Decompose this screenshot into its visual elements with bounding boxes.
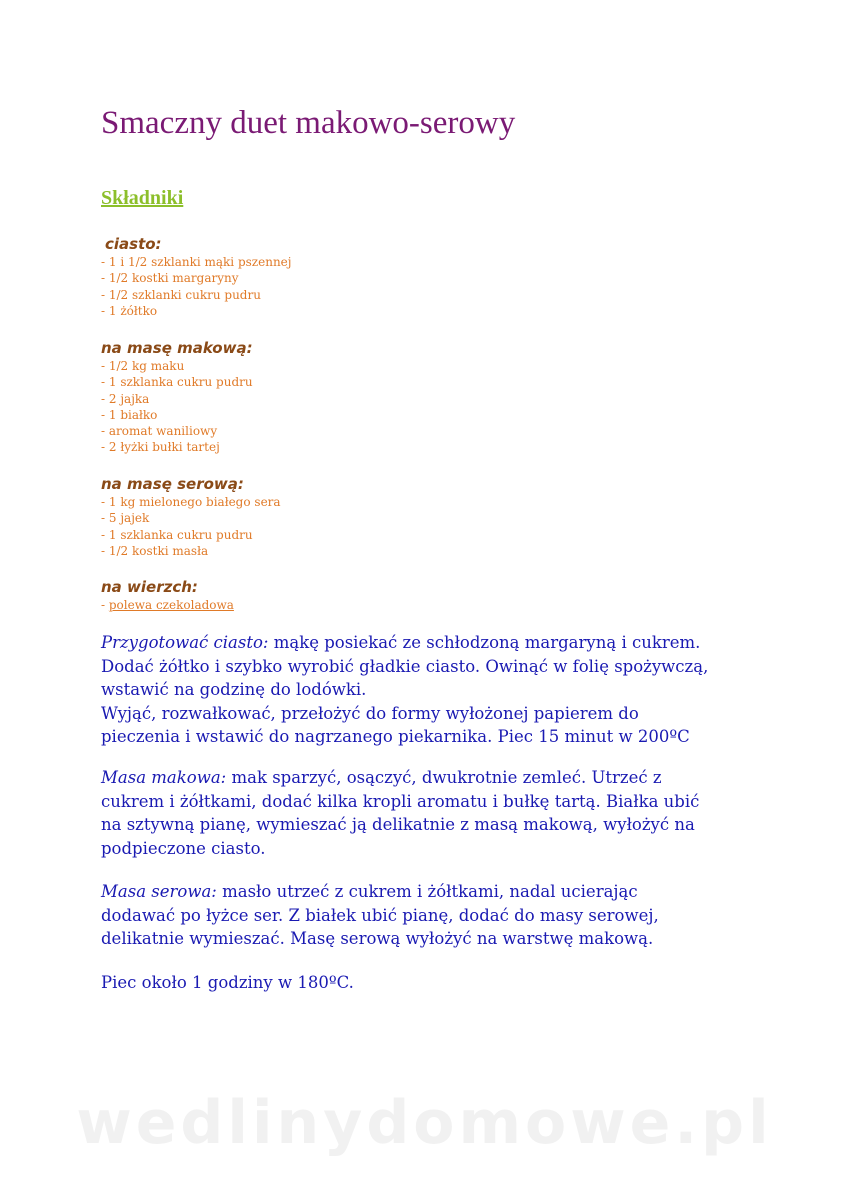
- ingredient-item: - 1 kg mielonego białego sera: [101, 495, 281, 509]
- step-ciasto: [101, 631, 791, 749]
- ingredient-item: - 1/2 kg maku: [101, 359, 185, 373]
- ingredient-item: - 2 jajka: [101, 391, 150, 406]
- ingredient-prefix: -: [101, 598, 109, 612]
- ingredient-item: - 1/2 kostki margaryny: [101, 271, 239, 286]
- step-masa-makowa: [101, 766, 791, 860]
- step-text: delikatnie wymieszać. Masę serową wyłożyć na warstwę makową.: [101, 929, 654, 948]
- step-text: masło utrzeć z cukrem i żółtkami, nadal ucierając: [216, 882, 638, 901]
- step-label: Masa makowa:: [101, 768, 227, 787]
- step-label: Przygotować ciasto:: [101, 633, 269, 652]
- ingredient-group-ciasto: [101, 234, 292, 319]
- ingredient-item: - 1 szklanka cukru pudru: [101, 527, 253, 542]
- step-text: wstawić na godzinę do lodówki.: [101, 680, 367, 699]
- group-title: na wierzch:: [101, 578, 198, 596]
- ingredient-item: - 5 jajek: [101, 511, 150, 526]
- step-text: mąkę posiekać ze schłodzoną margaryną i cukrem.: [268, 633, 701, 652]
- step-masa-serowa: [101, 880, 791, 951]
- ingredient-item: [101, 597, 234, 613]
- step-text: pieczenia i wstawić do nagrzanego piekarnika. Piec 15 minut w 200ºC: [101, 727, 690, 746]
- page-title: Smaczny duet makowo-serowy: [101, 105, 516, 141]
- step-text: Wyjąć, rozwałkować, przełożyć do formy wyłożonej papierem do: [101, 703, 639, 723]
- step-text: podpieczone ciasto.: [101, 838, 266, 858]
- polewa-link[interactable]: polewa czekoladowa: [108, 598, 234, 612]
- step-text: dodawać po łyżce ser. Z białek ubić pianę, dodać do masy serowej,: [101, 905, 659, 925]
- group-title: na masę serową:: [101, 475, 244, 493]
- ingredient-group-makowa: [101, 338, 253, 456]
- step-final: [101, 971, 791, 995]
- ingredient-item: - 1 szklanka cukru pudru: [101, 375, 253, 390]
- step-text: Dodać żółtko i szybko wyrobić gładkie ciasto. Owinąć w folię spożywczą,: [101, 656, 709, 676]
- group-title: ciasto:: [105, 235, 162, 253]
- watermark: wedlinydomowe.pl: [76, 1088, 773, 1158]
- ingredient-list: [101, 358, 253, 456]
- ingredient-item: - 1 białko: [101, 407, 158, 422]
- ingredient-item: - 1 żółtko: [101, 303, 158, 318]
- ingredient-item: - 2 łyżki bułki tartej: [101, 440, 220, 455]
- step-label: Masa serowa:: [101, 882, 217, 901]
- ingredient-list: [101, 494, 281, 559]
- ingredient-item: - 1/2 kostki masła: [101, 543, 209, 558]
- step-text: na sztywną pianę, wymieszać ją delikatnie z masą makową, wyłożyć na: [101, 815, 695, 834]
- step-text: mak sparzyć, osączyć, dwukrotnie zemleć. Utrzeć z: [226, 768, 662, 787]
- ingredient-group-wierzch: [101, 577, 234, 613]
- ingredient-list: [101, 254, 292, 319]
- group-title: na masę makową:: [101, 339, 253, 357]
- ingredient-item: - 1 i 1/2 szklanki mąki pszennej: [101, 255, 292, 269]
- ingredient-item: - 1/2 szklanki cukru pudru: [101, 287, 261, 302]
- ingredient-list: [101, 597, 234, 613]
- ingredient-group-serowa: [101, 474, 281, 559]
- step-text: cukrem i żółtkami, dodać kilka kropli aromatu i bułkę tartą. Białka ubić: [101, 791, 700, 811]
- ingredient-item: - aromat waniliowy: [101, 424, 218, 439]
- ingredients-heading: Składniki: [101, 187, 184, 209]
- step-text: Piec około 1 godziny w 180ºC.: [101, 973, 354, 992]
